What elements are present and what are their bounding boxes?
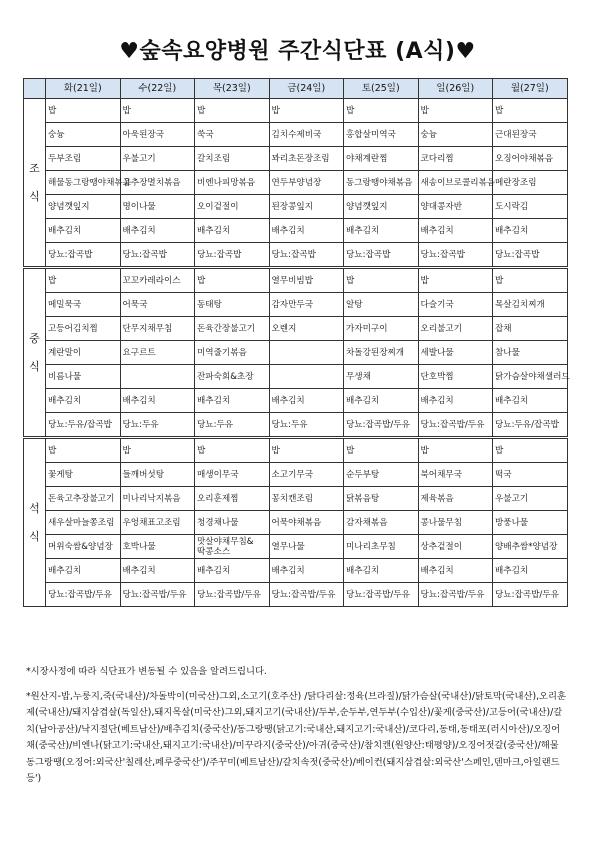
menu-cell: 다슬기국 bbox=[418, 293, 493, 317]
menu-cell: 밥 bbox=[46, 438, 121, 463]
menu-cell: 상추겉절이 bbox=[418, 535, 493, 559]
menu-cell: 참나물 bbox=[493, 341, 568, 365]
origin-notice: *원산지-밥,누룽지,죽(국내산)/차돌박이(미국산)그외,소고기(호주산) /닭다리살:정육(브라질)/닭가슴살(국내산)/닭토막(국내산),오리훈제(국내산)/돼지삼겹살(독일산),돼지목살(미국산)그외,돼지고기(국내산)/두부,순두부,연두부(수입산)/꽃게(중국산)/고등어(국내산)/갈치(남아공산)/낙지절단(베트남산)/배추김치(중국산)/동그랑땡(닭고기:국내산,돼지고기:국내산)/코다리,동태,동태포(러시아산)/오징어채(중국산)/비엔나(닭고기:국내산,돼지고기:국내산)/미꾸라지(중국산)/아귀(중국산)/참치캔(원양산:태평양)/오징어젓갈(중국산)/해물동그랑땡(오징어:외국산'칠레산,페루중국산')/주꾸미(베트남산)/갈치속젓(중국산)/베이컨(돼지삼겹살:외국산'스페인,덴마크,아일랜드등') bbox=[26, 690, 566, 784]
menu-cell: 갈치조림 bbox=[195, 147, 270, 171]
menu-cell: 배추김치 bbox=[493, 389, 568, 413]
menu-cell: 밥 bbox=[120, 438, 195, 463]
menu-cell: 해물동그랑땡야채볶음 bbox=[46, 171, 121, 195]
menu-row bbox=[24, 341, 568, 365]
menu-cell: 배추김치 bbox=[418, 559, 493, 583]
menu-cell: 밥 bbox=[120, 99, 195, 123]
menu-cell: 열무나물 bbox=[269, 535, 344, 559]
menu-cell: 밥 bbox=[344, 438, 419, 463]
menu-cell: 당뇨:잡곡밥 bbox=[344, 243, 419, 268]
menu-cell: 알탕 bbox=[344, 293, 419, 317]
menu-row bbox=[24, 413, 568, 438]
menu-cell: 밥 bbox=[493, 268, 568, 293]
menu-cell: 양배추쌈*양념장 bbox=[493, 535, 568, 559]
menu-cell: 목살김치찌개 bbox=[493, 293, 568, 317]
menu-cell: 배추김치 bbox=[344, 389, 419, 413]
menu-cell: 돈육고추장불고기 bbox=[46, 487, 121, 511]
menu-cell: 당뇨:잡곡밥/두유 bbox=[418, 413, 493, 438]
menu-cell: 오징어야채볶음 bbox=[493, 147, 568, 171]
menu-cell: 배추김치 bbox=[46, 389, 121, 413]
meal-label-text: 석 식 bbox=[29, 501, 40, 543]
menu-cell: 밥 bbox=[269, 99, 344, 123]
menu-cell: 배추김치 bbox=[46, 219, 121, 243]
menu-cell: 매생이무국 bbox=[195, 463, 270, 487]
menu-cell: 당뇨:잡곡밥/두유 bbox=[120, 583, 195, 607]
menu-cell: 코다리찜 bbox=[418, 147, 493, 171]
menu-row bbox=[24, 365, 568, 389]
menu-cell: 콩나물무침 bbox=[418, 511, 493, 535]
menu-cell: 홍합살미역국 bbox=[344, 123, 419, 147]
menu-cell: 어묵국 bbox=[120, 293, 195, 317]
menu-cell: 오리훈제찜 bbox=[195, 487, 270, 511]
menu-cell: 숭늉 bbox=[418, 123, 493, 147]
meal-label bbox=[24, 268, 46, 438]
menu-cell: 청경채나물 bbox=[195, 511, 270, 535]
menu-cell: 양념깻잎지 bbox=[46, 195, 121, 219]
menu-row bbox=[24, 99, 568, 123]
menu-cell: 당뇨:잡곡밥/두유 bbox=[344, 583, 419, 607]
menu-cell: 차돌강된장찌개 bbox=[344, 341, 419, 365]
menu-cell: 동태탕 bbox=[195, 293, 270, 317]
menu-cell: 밥 bbox=[418, 438, 493, 463]
menu-cell: 우불고기 bbox=[120, 147, 195, 171]
menu-cell: 순두부탕 bbox=[344, 463, 419, 487]
menu-cell: 어묵야채볶음 bbox=[269, 511, 344, 535]
menu-cell: 당뇨:두유 bbox=[195, 413, 270, 438]
day-header: 화(21일) bbox=[46, 79, 121, 99]
menu-cell: 꽁치캔조림 bbox=[269, 487, 344, 511]
menu-cell: 단무지채무침 bbox=[120, 317, 195, 341]
menu-cell: 당뇨:잡곡밥 bbox=[120, 243, 195, 268]
day-header: 일(26일) bbox=[418, 79, 493, 99]
menu-cell: 근대된장국 bbox=[493, 123, 568, 147]
menu-cell: 당뇨:잡곡밥/두유 bbox=[418, 583, 493, 607]
menu-cell: 밥 bbox=[418, 268, 493, 293]
menu-cell: 세발나물 bbox=[418, 341, 493, 365]
menu-cell: 오이겉절이 bbox=[195, 195, 270, 219]
menu-cell: 맛살야채무침&딱콩소스 bbox=[195, 535, 270, 559]
day-header: 목(23일) bbox=[195, 79, 270, 99]
menu-cell: 당뇨:잡곡밥 bbox=[493, 243, 568, 268]
day-header: 금(24일) bbox=[269, 79, 344, 99]
menu-cell bbox=[120, 365, 195, 389]
menu-cell: 배추김치 bbox=[195, 389, 270, 413]
menu-cell: 우엉채표고조림 bbox=[120, 511, 195, 535]
menu-cell bbox=[269, 341, 344, 365]
menu-cell: 북어채무국 bbox=[418, 463, 493, 487]
menu-cell: 비엔나피망볶음 bbox=[195, 171, 270, 195]
menu-cell: 밥 bbox=[344, 99, 419, 123]
menu-cell: 미나리낙지볶음 bbox=[120, 487, 195, 511]
menu-cell: 떡국 bbox=[493, 463, 568, 487]
menu-cell: 도시락김 bbox=[493, 195, 568, 219]
menu-cell: 감자채볶음 bbox=[344, 511, 419, 535]
menu-cell: 당뇨:두유 bbox=[269, 413, 344, 438]
menu-cell: 배추김치 bbox=[269, 219, 344, 243]
menu-row bbox=[24, 219, 568, 243]
menu-cell: 배추김치 bbox=[195, 559, 270, 583]
menu-cell: 배추김치 bbox=[418, 389, 493, 413]
menu-cell: 쑥국 bbox=[195, 123, 270, 147]
menu-cell: 단호박찜 bbox=[418, 365, 493, 389]
change-notice: *시장사정에 따라 식단표가 변동될 수 있음을 알려드립니다. bbox=[26, 666, 267, 677]
menu-cell: 밥 bbox=[493, 438, 568, 463]
menu-cell: 감자만두국 bbox=[269, 293, 344, 317]
menu-cell: 배추김치 bbox=[120, 219, 195, 243]
menu-cell: 호박나물 bbox=[120, 535, 195, 559]
menu-cell: 배추김치 bbox=[120, 559, 195, 583]
menu-cell: 숭늉 bbox=[46, 123, 121, 147]
menu-cell: 아욱된장국 bbox=[120, 123, 195, 147]
menu-cell: 꽃게탕 bbox=[46, 463, 121, 487]
menu-cell: 무생채 bbox=[344, 365, 419, 389]
menu-cell: 밥 bbox=[46, 268, 121, 293]
menu-row bbox=[24, 463, 568, 487]
menu-cell: 닭볶음탕 bbox=[344, 487, 419, 511]
menu-cell: 꽈리초돈장조림 bbox=[269, 147, 344, 171]
menu-cell: 잔파숙회&초장 bbox=[195, 365, 270, 389]
menu-cell: 돈육간장불고기 bbox=[195, 317, 270, 341]
menu-cell: 당뇨:두유 bbox=[120, 413, 195, 438]
menu-cell: 우불고기 bbox=[493, 487, 568, 511]
menu-cell: 방풍나물 bbox=[493, 511, 568, 535]
day-header: 월(27일) bbox=[493, 79, 568, 99]
menu-cell: 오리불고기 bbox=[418, 317, 493, 341]
menu-cell: 당뇨:잡곡밥 bbox=[46, 243, 121, 268]
menu-cell: 미나리초무침 bbox=[344, 535, 419, 559]
menu-row bbox=[24, 293, 568, 317]
menu-cell: 명이나물 bbox=[120, 195, 195, 219]
menu-cell: 밥 bbox=[493, 99, 568, 123]
menu-cell: 배추김치 bbox=[344, 559, 419, 583]
menu-row bbox=[24, 243, 568, 268]
menu-cell: 요구르트 bbox=[120, 341, 195, 365]
menu-body bbox=[24, 438, 568, 607]
menu-cell: 제육볶음 bbox=[418, 487, 493, 511]
menu-cell: 비름나물 bbox=[46, 365, 121, 389]
menu-cell: 배추김치 bbox=[344, 219, 419, 243]
meal-label-text: 중 식 bbox=[29, 331, 40, 373]
menu-cell: 당뇨:잡곡밥/두유 bbox=[344, 413, 419, 438]
menu-cell: 오렌지 bbox=[269, 317, 344, 341]
menu-cell: 배추김치 bbox=[269, 389, 344, 413]
menu-row bbox=[24, 511, 568, 535]
meal-label-text: 조 식 bbox=[29, 161, 40, 203]
menu-cell: 밥 bbox=[46, 99, 121, 123]
menu-cell: 양대콩자반 bbox=[418, 195, 493, 219]
corner-cell bbox=[24, 79, 46, 99]
menu-cell: 당뇨:잡곡밥 bbox=[418, 243, 493, 268]
menu-cell: 고등어김치찜 bbox=[46, 317, 121, 341]
menu-cell: 배추김치 bbox=[493, 559, 568, 583]
day-header: 토(25일) bbox=[344, 79, 419, 99]
menu-cell: 메밀묵국 bbox=[46, 293, 121, 317]
menu-cell: 당뇨:잡곡밥/두유 bbox=[46, 583, 121, 607]
menu-cell: 당뇨:잡곡밥 bbox=[195, 243, 270, 268]
menu-cell: 당뇨:두유/잡곡밥 bbox=[46, 413, 121, 438]
meal-label bbox=[24, 99, 46, 268]
page-title: ♥숲속요양병원 주간식단표 (A식)♥ bbox=[119, 39, 476, 64]
menu-cell: 머위숙쌈&양념장 bbox=[46, 535, 121, 559]
menu-row bbox=[24, 487, 568, 511]
menu-cell: 밥 bbox=[344, 268, 419, 293]
menu-cell: 배추김치 bbox=[46, 559, 121, 583]
menu-row bbox=[24, 535, 568, 559]
menu-cell: 밥 bbox=[195, 99, 270, 123]
menu-cell: 밥 bbox=[269, 438, 344, 463]
meal-label bbox=[24, 438, 46, 607]
menu-cell: 계란말이 bbox=[46, 341, 121, 365]
menu-cell: 열무비빔밥 bbox=[269, 268, 344, 293]
menu-cell: 꼬꼬카레라이스 bbox=[120, 268, 195, 293]
menu-cell: 새송이브로콜리볶음 bbox=[418, 171, 493, 195]
menu-cell: 배추김치 bbox=[195, 219, 270, 243]
menu-cell: 닭가슴살야채샐러드 bbox=[493, 365, 568, 389]
menu-cell: 동그랑땡야채볶음 bbox=[344, 171, 419, 195]
menu-cell: 고추장멸치볶음 bbox=[120, 171, 195, 195]
day-header-row bbox=[24, 79, 568, 99]
menu-cell: 된장콩잎지 bbox=[269, 195, 344, 219]
menu-cell: 연두부양념장 bbox=[269, 171, 344, 195]
menu-row bbox=[24, 583, 568, 607]
menu-cell: 당뇨:잡곡밥/두유 bbox=[269, 583, 344, 607]
menu-cell: 양념깻잎지 bbox=[344, 195, 419, 219]
menu-cell: 잡채 bbox=[493, 317, 568, 341]
menu-cell: 가자미구이 bbox=[344, 317, 419, 341]
menu-row bbox=[24, 268, 568, 293]
menu-cell: 소고기무국 bbox=[269, 463, 344, 487]
menu-row bbox=[24, 317, 568, 341]
day-header: 수(22일) bbox=[120, 79, 195, 99]
menu-cell: 당뇨:잡곡밥/두유 bbox=[493, 583, 568, 607]
menu-row bbox=[24, 147, 568, 171]
menu-body bbox=[24, 99, 568, 268]
menu-cell: 배추김치 bbox=[418, 219, 493, 243]
menu-cell: 당뇨:잡곡밥 bbox=[269, 243, 344, 268]
menu-row bbox=[24, 559, 568, 583]
weekly-menu-table bbox=[23, 78, 568, 607]
menu-cell: 밥 bbox=[418, 99, 493, 123]
menu-cell: 들깨버섯탕 bbox=[120, 463, 195, 487]
menu-cell: 당뇨:두유/잡곡밥 bbox=[493, 413, 568, 438]
menu-cell: 배추김치 bbox=[269, 559, 344, 583]
menu-cell: 메란장조림 bbox=[493, 171, 568, 195]
menu-row bbox=[24, 389, 568, 413]
menu-cell: 밥 bbox=[195, 438, 270, 463]
menu-cell: 배추김치 bbox=[493, 219, 568, 243]
menu-cell: 김치수제비국 bbox=[269, 123, 344, 147]
menu-cell: 야채계란찜 bbox=[344, 147, 419, 171]
menu-row bbox=[24, 171, 568, 195]
menu-cell: 두부조림 bbox=[46, 147, 121, 171]
menu-cell: 새우살마늘쫑조림 bbox=[46, 511, 121, 535]
menu-row bbox=[24, 123, 568, 147]
menu-row bbox=[24, 438, 568, 463]
menu-cell bbox=[269, 365, 344, 389]
menu-body bbox=[24, 268, 568, 438]
menu-cell: 배추김치 bbox=[120, 389, 195, 413]
menu-row bbox=[24, 195, 568, 219]
menu-cell: 당뇨:잡곡밥/두유 bbox=[195, 583, 270, 607]
notes-section bbox=[26, 664, 566, 796]
menu-cell: 미역줄기볶음 bbox=[195, 341, 270, 365]
menu-cell: 밥 bbox=[195, 268, 270, 293]
